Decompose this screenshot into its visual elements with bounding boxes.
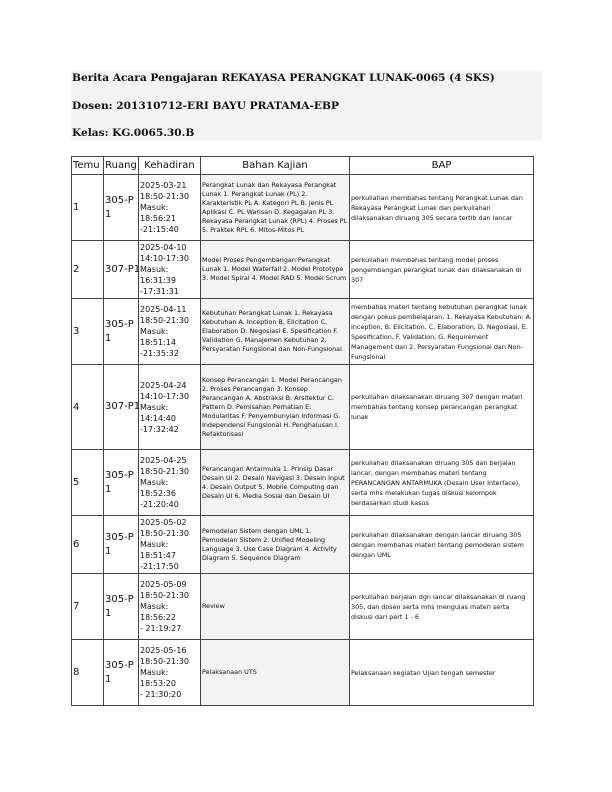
session-date: 2025-05-02 bbox=[140, 518, 187, 527]
ruang-cell: 305-P1 bbox=[104, 299, 139, 365]
bap-cell: perkuliahan dilaksanakan diruang 307 dengan materi membahas tentang konsep perancangan perangkat lunak bbox=[350, 365, 534, 450]
bahan-kajian-cell: Review bbox=[201, 574, 350, 640]
session-time: 14:10-17:30 bbox=[140, 391, 189, 401]
class-line: Kelas: KG.0065.30.B bbox=[72, 127, 195, 139]
kehadiran-cell bbox=[139, 516, 201, 574]
table-row bbox=[72, 365, 534, 450]
check-in-time: Masuk: 14:14:40 bbox=[140, 402, 176, 423]
kehadiran-cell bbox=[139, 241, 201, 299]
bap-cell: perkuliahan berjalan dgn lancar dilaksanakan di ruang 305, dan dosen serta mhs mengulas materi serta diskusi dari pert 1 - 6 bbox=[350, 574, 534, 640]
check-out-time: -17:31:31 bbox=[140, 287, 179, 296]
bahan-kajian-cell: Kebutuhan Perangkat Lunak 1. Rekayasa Kebutuhan A. Inception B. Elicitation C. Elaboration D. Negosiasi E. Spesification F. Validation G. Manajemen Kebutuhan 2. Persyaratan Fungsional dan Non-Fungsional bbox=[201, 299, 350, 365]
kehadiran-cell bbox=[139, 299, 201, 365]
table-row bbox=[72, 640, 534, 706]
session-date: 2025-04-10 bbox=[140, 243, 187, 252]
check-out-time: -21:20:40 bbox=[140, 500, 179, 509]
ruang-cell: 305-P1 bbox=[104, 640, 139, 706]
kehadiran-cell bbox=[139, 574, 201, 640]
temu-cell: 8 bbox=[72, 640, 104, 706]
session-date: 2025-04-24 bbox=[140, 380, 187, 390]
temu-cell: 7 bbox=[72, 574, 104, 640]
check-out-time: -21:15:40 bbox=[140, 225, 179, 234]
table-header-row bbox=[72, 157, 534, 175]
ruang-cell: 305-P1 bbox=[104, 574, 139, 640]
document-title: Berita Acara Pengajaran REKAYASA PERANGKAT LUNAK-0065 (4 SKS) bbox=[72, 72, 495, 84]
session-time: 18:50-21:30 bbox=[140, 591, 189, 600]
session-date: 2025-05-09 bbox=[140, 580, 187, 589]
ruang-cell: 305-P1 bbox=[104, 516, 139, 574]
table-row bbox=[72, 299, 534, 365]
check-out-time: -21:35:32 bbox=[140, 349, 179, 358]
check-in-time: Masuk: 18:53:20 bbox=[140, 668, 176, 688]
bap-cell: membahas materi tentang kebutuhan perangkat lunak dengan pokus pembelajaran, 1. Rekayasa Kebutuhan: A. Inception, B. Elicitation, C. Elaboration, D. Negosiasi, E. Spesification, F. Validation, G. Requirement Management dan 2. Persyaratan Fungsional dan Non-Fungsional bbox=[350, 299, 534, 365]
bahan-kajian-cell: Pelaksanaan UTS bbox=[201, 640, 350, 706]
temu-cell: 5 bbox=[72, 450, 104, 516]
teaching-report-table bbox=[71, 156, 534, 706]
session-date: 2025-05-16 bbox=[140, 646, 187, 655]
session-date: 2025-04-25 bbox=[140, 456, 187, 465]
bahan-kajian-cell: Model Proses Pengembangan Perangkat Lunak 1. Model Waterfall 2. Model Prototype 3. Model Spiral 4. Model RAD 5. Model Scrum bbox=[201, 241, 350, 299]
column-header-bahan-kajian: Bahan Kajian bbox=[201, 157, 350, 175]
session-time: 18:50-21:30 bbox=[140, 192, 189, 201]
session-time: 18:50-21:30 bbox=[140, 657, 189, 666]
column-header-temu: Temu bbox=[72, 157, 104, 175]
session-time: 14:10-17:30 bbox=[140, 254, 189, 263]
table-row bbox=[72, 175, 534, 241]
check-in-time: Masuk: 18:51:14 bbox=[140, 327, 176, 347]
session-time: 18:50-21:30 bbox=[140, 529, 189, 538]
check-in-time: Masuk: 18:56:21 bbox=[140, 203, 176, 223]
kehadiran-cell bbox=[139, 175, 201, 241]
document-header bbox=[71, 71, 542, 141]
bahan-kajian-cell: Pemodelan Sistem dengan UML 1. Pemodelan Sistem 2. Unified Modeling Language 3. Use Case Diagram 4. Activity Diagram 5. Sequence Diagram bbox=[201, 516, 350, 574]
kehadiran-cell bbox=[139, 640, 201, 706]
bap-cell: perkuliahan dilaksanakan diruang 305 dan berjalan lancar, dengan membahas materi tentang PERANCANGAN ANTARMUKA (Desain User Interface), serta mhs melakukan tugas diskusi kelompok berdasarkan studi kasus bbox=[350, 450, 534, 516]
temu-cell: 2 bbox=[72, 241, 104, 299]
ruang-cell: 305-P1 bbox=[104, 175, 139, 241]
check-out-time: - 21:19:27 bbox=[140, 624, 182, 633]
session-date: 2025-03-21 bbox=[140, 181, 187, 190]
column-header-bap: BAP bbox=[350, 157, 534, 175]
temu-cell: 6 bbox=[72, 516, 104, 574]
session-date: 2025-04-11 bbox=[140, 305, 187, 314]
table-row bbox=[72, 574, 534, 640]
check-out-time: -21:17:50 bbox=[140, 562, 179, 571]
bap-cell: perkuliahan dilaksanakan dengan lancar diruang 305 dengan membahas materi tentang pemodelan sistem dengan UML bbox=[350, 516, 534, 574]
bahan-kajian-cell: Perangkat Lunak dan Rekayasa Perangkat Lunak 1. Perangkat Lunak (PL) 2. Karakteristik PL A. Kategori PL B. Jenis PL Aplikasi C. PL Warisan D. Kegagalan PL 3. Rekayasa Perangkat Lunak (RPL) 4. Proses PL 5. Praktek RPL 6. Mitos-Mitos PL bbox=[201, 175, 350, 241]
temu-cell: 1 bbox=[72, 175, 104, 241]
check-in-time: Masuk: 18:51:47 bbox=[140, 540, 176, 560]
column-header-kehadiran: Kehadiran bbox=[139, 157, 201, 175]
session-time: 18:50-21:30 bbox=[140, 467, 189, 476]
kehadiran-cell bbox=[139, 450, 201, 516]
ruang-cell: 307-P1 bbox=[104, 241, 139, 299]
column-header-ruang: Ruang bbox=[104, 157, 139, 175]
bap-cell: perkuliahan membahas tentang model proses pengembangan perangkat lunak dan dilaksanakan di 307 bbox=[350, 241, 534, 299]
temu-cell: 3 bbox=[72, 299, 104, 365]
check-out-time: - 21:30:20 bbox=[140, 690, 182, 699]
check-in-time: Masuk: 18:52:36 bbox=[140, 478, 176, 498]
lecturer-line: Dosen: 201310712-ERI BAYU PRATAMA-EBP bbox=[72, 100, 339, 112]
ruang-cell: 307-P1 bbox=[104, 365, 139, 450]
check-out-time: -17:32:42 bbox=[140, 424, 179, 434]
table-row bbox=[72, 516, 534, 574]
check-in-time: Masuk: 16:31:39 bbox=[140, 265, 176, 285]
temu-cell: 4 bbox=[72, 365, 104, 450]
bap-cell: perkuliahan membahas tentang Perangkat Lunak dan Rekayasa Perangkat Lunak dan perkuliahan dilaksanakan diruang 305 secara tertib dan lancar bbox=[350, 175, 534, 241]
bahan-kajian-cell: Konsep Perancangan 1. Model Perancangan 2. Proses Perancangan 3. Konsep Perancangan A. Abstraksi B. Arsitektur C. Pattern D. Pemisahan Perhatian E. Modularitas F. Penyembunyian Informasi G. Independensi Fungsional H. Penghalusan I. Refaktorisasi bbox=[201, 365, 350, 450]
session-time: 18:50-21:30 bbox=[140, 316, 189, 325]
kehadiran-cell bbox=[139, 365, 201, 450]
table-row bbox=[72, 450, 534, 516]
bap-cell: Pelaksanaan kegiatan Ujian tengah semester bbox=[350, 640, 534, 706]
table-row bbox=[72, 241, 534, 299]
check-in-time: Masuk: 18:56:22 bbox=[140, 602, 176, 622]
bahan-kajian-cell: Perancangan Antarmuka 1. Prinsip Dasar Desain UI 2. Desain Navigasi 3. Desain Input 4. Desain Output 5. Mobile Computing dan Desain UI 6. Media Sosial dan Desain UI bbox=[201, 450, 350, 516]
ruang-cell: 305-P1 bbox=[104, 450, 139, 516]
